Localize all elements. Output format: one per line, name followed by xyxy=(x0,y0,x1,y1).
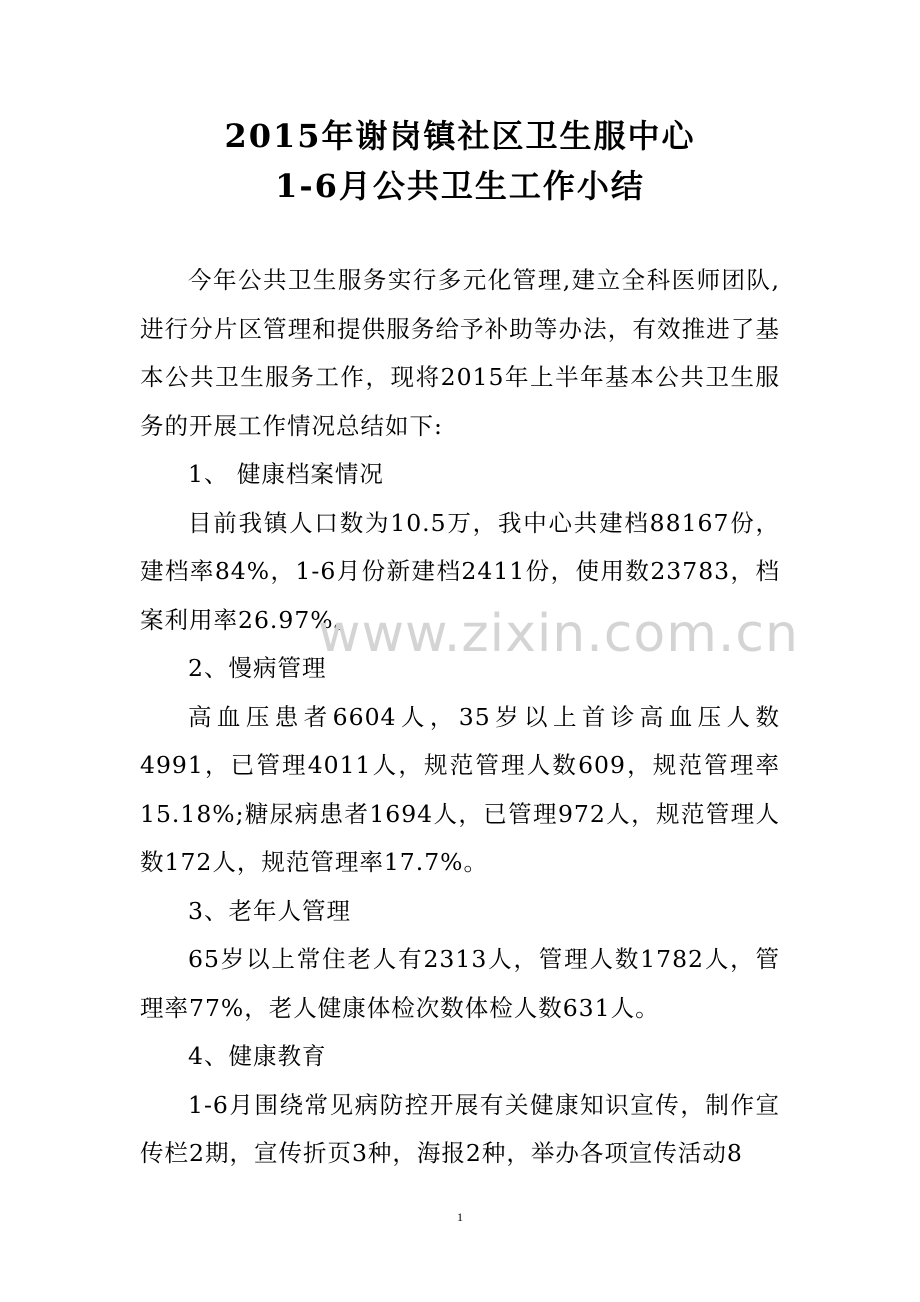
document-body xyxy=(140,256,780,1178)
section-heading-chronic-disease: 2、慢病管理 xyxy=(188,654,327,682)
page-number: 1 xyxy=(457,1210,463,1224)
section-paragraph-elderly: 65岁以上常住老人有2313人，管理人数1782人，管理率77%，老人健康体检次数体检人数631人。 xyxy=(140,945,780,1022)
watermark: www.zixin.com.cn xyxy=(318,604,799,664)
section-heading-health-education: 4、健康教育 xyxy=(188,1042,327,1070)
section-heading-health-records: 1、 健康档案情况 xyxy=(188,460,384,488)
intro-paragraph: 今年公共卫生服务实行多元化管理,建立全科医师团队,进行分片区管理和提供服务给予补助等办法，有效推进了基本公共卫生服务工作，现将2015年上半年基本公共卫生服务的开展工作情况总结如下: xyxy=(140,266,780,440)
section-paragraph-health-education: 1-6月围绕常见病防控开展有关健康知识宣传，制作宣传栏2期，宣传折页3种，海报2种，举办各项宣传活动8 xyxy=(140,1090,780,1167)
document-title-line2: 1-6月公共卫生工作小结 xyxy=(275,167,645,205)
document-title-line1: 2015年谢岗镇社区卫生服中心 xyxy=(224,117,696,155)
section-paragraph-health-records: 目前我镇人口数为10.5万，我中心共建档88167份，建档率84%，1-6月份新建档2411份，使用数23783，档案利用率26.97%。 xyxy=(140,508,780,634)
section-heading-elderly: 3、老年人管理 xyxy=(188,896,351,925)
section-paragraph-chronic-disease: 高血压患者6604人，35岁以上首诊高血压人数4991，已管理4011人，规范管理人数609，规范管理率15.18%;糖尿病患者1694人，已管理972人，规范管理人数172人，规范管理率17.7%。 xyxy=(140,702,780,876)
